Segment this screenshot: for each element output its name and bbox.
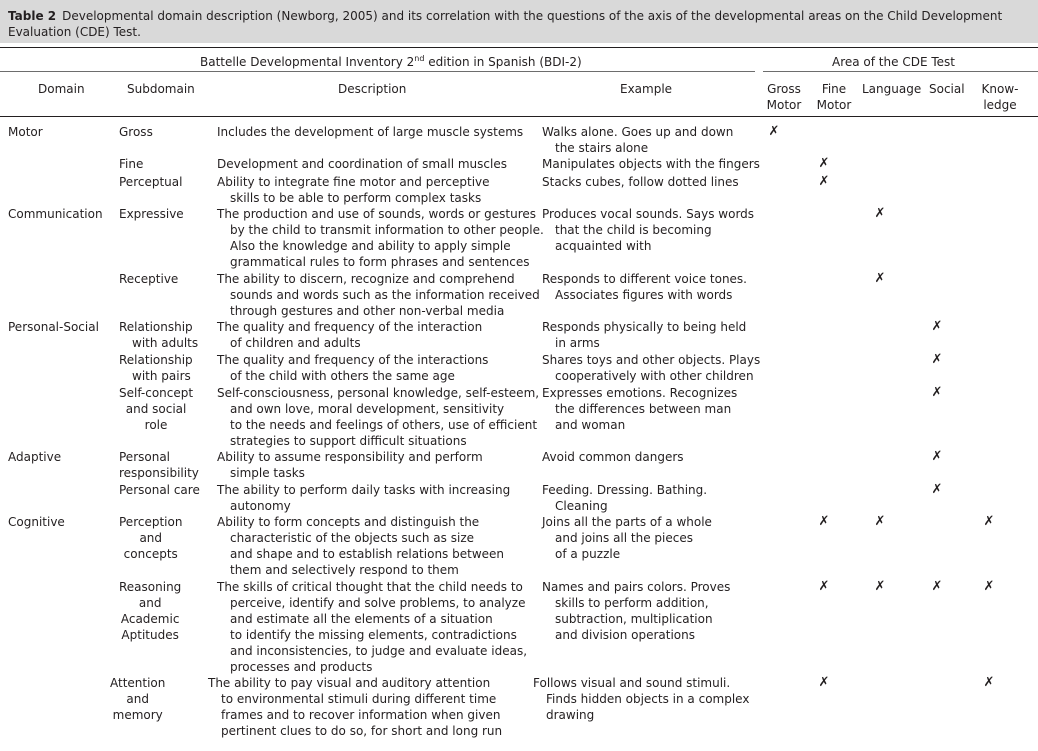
domain-cell: Personal-Social — [8, 320, 99, 334]
subdomain-line: role — [144, 418, 168, 432]
subdomain-line: with pairs — [132, 369, 191, 383]
subdomain-line: Personal — [119, 450, 171, 464]
subdomain-line: with adults — [132, 336, 199, 350]
example-line: Responds physically to being held — [542, 320, 747, 334]
description-line: to environmental stimuli during different time — [221, 692, 497, 706]
subdomain-cell — [119, 206, 184, 222]
example-line: Expresses emotions. Recognizes — [542, 386, 738, 400]
example-line: skills to perform addition, — [555, 596, 709, 610]
example-cell — [542, 271, 747, 303]
description-line: of children and adults — [230, 336, 361, 350]
description-line: characteristic of the objects such as size — [230, 531, 474, 545]
description-line: Development and coordination of small muscles — [217, 157, 507, 171]
col-header-language: Language — [862, 82, 922, 96]
bdi-group-header: Battelle Developmental Inventory 2nd edition in Spanish (BDI-2) — [200, 54, 582, 69]
example-cell — [542, 124, 733, 156]
col-header-social: Social — [929, 82, 965, 96]
description-line: skills to be able to perform complex tasks — [230, 191, 482, 205]
description-cell — [217, 449, 483, 481]
check-mark-fine-motor: ✗ — [818, 579, 830, 594]
subdomain-cell — [110, 675, 165, 723]
description-line: them and selectively respond to them — [230, 563, 459, 577]
description-line: to identify the missing elements, contradictions — [230, 628, 517, 642]
check-mark-fine-motor: ✗ — [818, 675, 830, 690]
description-cell — [217, 482, 510, 514]
example-cell — [542, 579, 730, 643]
subdomain-cell — [119, 352, 193, 384]
subdomain-line: Perceptual — [119, 175, 183, 189]
check-mark-fine-motor: ✗ — [818, 156, 830, 171]
example-line: cooperatively with other children — [555, 369, 754, 383]
check-mark-gross-motor: ✗ — [768, 124, 780, 139]
description-line: through gestures and other non-verbal media — [230, 304, 505, 318]
example-line: Avoid common dangers — [542, 450, 684, 464]
subdomain-line: Relationship — [119, 353, 193, 367]
subdomain-cell — [119, 449, 199, 481]
description-line: and inconsistencies, to judge and evaluate ideas, — [230, 644, 528, 658]
subdomain-line: Expressive — [119, 207, 184, 221]
check-mark-social: ✗ — [931, 482, 943, 497]
description-line: Ability to assume responsibility and perform — [217, 450, 483, 464]
subdomain-line: Perception — [119, 515, 183, 529]
description-line: Ability to form concepts and distinguish the — [217, 515, 480, 529]
description-line: autonomy — [230, 499, 291, 513]
subdomain-line: Attention — [110, 676, 166, 690]
subdomain-line: concepts — [123, 547, 178, 561]
check-mark-social: ✗ — [931, 319, 943, 334]
check-mark-language: ✗ — [874, 206, 886, 221]
subdomain-line: Reasoning — [119, 580, 182, 594]
example-cell — [542, 385, 737, 433]
example-line: Shares toys and other objects. Plays — [542, 353, 761, 367]
description-line: sounds and words such as the information received — [230, 288, 540, 302]
subdomain-line: Academic — [120, 612, 180, 626]
table-label: Table 2 — [8, 9, 57, 23]
example-line: in arms — [555, 336, 600, 350]
example-cell — [542, 482, 707, 514]
cde-group-header: Area of the CDE Test — [832, 55, 955, 69]
example-line: Manipulates objects with the fingers — [542, 157, 760, 171]
example-line: that the child is becoming — [555, 223, 712, 237]
description-cell — [208, 675, 502, 739]
subdomain-line: and — [138, 596, 162, 610]
description-line: The quality and frequency of the interactions — [217, 353, 489, 367]
description-line: simple tasks — [230, 466, 305, 480]
subdomain-line: and — [126, 692, 149, 706]
description-cell — [217, 579, 527, 675]
example-cell — [542, 174, 739, 190]
example-line: Associates figures with words — [555, 288, 733, 302]
check-mark-fine-motor: ✗ — [818, 174, 830, 189]
subdomain-cell — [119, 385, 193, 433]
check-mark-language: ✗ — [874, 579, 886, 594]
example-cell — [542, 156, 760, 172]
subdomain-line: responsibility — [119, 466, 199, 480]
domain-cell: Motor — [8, 125, 43, 139]
group-header-underline-bdi — [0, 71, 755, 72]
example-line: Stacks cubes, follow dotted lines — [542, 175, 739, 189]
description-line: The quality and frequency of the interaction — [217, 320, 483, 334]
description-line: perceive, identify and solve problems, to analyze — [230, 596, 526, 610]
description-line: by the child to transmit information to other people. — [230, 223, 544, 237]
table-caption — [0, 0, 1038, 43]
description-cell — [217, 319, 482, 351]
subdomain-cell — [119, 319, 198, 351]
group-header-underline-cde — [763, 71, 1038, 72]
example-cell — [542, 449, 684, 465]
subdomain-line: Aptitudes — [121, 628, 179, 642]
col-header-knowledge: Know- ledge — [981, 82, 1019, 112]
check-mark-social: ✗ — [931, 579, 943, 594]
description-line: The production and use of sounds, words or gestures — [217, 207, 537, 221]
subdomain-cell — [119, 579, 181, 643]
subdomain-line: and social — [125, 402, 187, 416]
subdomain-cell — [119, 482, 200, 498]
col-header-example: Example — [620, 82, 673, 96]
example-line: Joins all the parts of a whole — [542, 515, 712, 529]
example-line: acquainted with — [555, 239, 652, 253]
subdomain-line: Personal care — [119, 483, 200, 497]
check-mark-social: ✗ — [931, 352, 943, 367]
col-header-gross-motor: Gross Motor — [766, 82, 802, 112]
description-line: The ability to pay visual and auditory attention — [208, 676, 491, 690]
description-cell — [217, 156, 507, 172]
example-cell — [542, 352, 760, 384]
description-line: strategies to support difficult situations — [230, 434, 467, 448]
caption-line-2: Evaluation (CDE) Test. — [8, 25, 141, 39]
domain-cell: Communication — [8, 207, 103, 221]
example-line: drawing — [546, 708, 595, 722]
header-bottom-rule — [0, 116, 1038, 117]
col-header-subdomain: Subdomain — [127, 82, 195, 96]
col-header-description: Description — [338, 82, 407, 96]
subdomain-line: Fine — [119, 157, 144, 171]
example-line: the stairs alone — [555, 141, 649, 155]
subdomain-cell — [119, 124, 153, 140]
example-line: Finds hidden objects in a complex — [546, 692, 750, 706]
description-line: frames and to recover information when given — [221, 708, 501, 722]
description-line: and estimate all the elements of a situation — [230, 612, 493, 626]
description-line: and shape and to establish relations between — [230, 547, 505, 561]
subdomain-line: Gross — [119, 125, 153, 139]
subdomain-cell — [119, 174, 182, 190]
example-line: Feeding. Dressing. Bathing. — [542, 483, 708, 497]
check-mark-knowledge: ✗ — [983, 579, 995, 594]
description-line: Also the knowledge and ability to apply simple — [230, 239, 511, 253]
check-mark-fine-motor: ✗ — [818, 514, 830, 529]
description-cell — [217, 174, 490, 206]
check-mark-language: ✗ — [874, 514, 886, 529]
example-line: Follows visual and sound stimuli. — [533, 676, 731, 690]
description-cell — [217, 271, 540, 319]
example-line: of a puzzle — [555, 547, 621, 561]
description-line: grammatical rules to form phrases and sentences — [230, 255, 530, 269]
description-line: to the needs and feelings of others, use of efficient — [230, 418, 538, 432]
example-line: Walks alone. Goes up and down — [542, 125, 734, 139]
example-cell — [533, 675, 749, 723]
example-line: Produces vocal sounds. Says words — [542, 207, 755, 221]
description-cell — [217, 124, 523, 140]
example-line: the differences between man — [555, 402, 732, 416]
description-line: Includes the development of large muscle systems — [217, 125, 524, 139]
example-cell — [542, 206, 754, 254]
example-cell — [542, 514, 712, 562]
description-cell — [217, 514, 504, 578]
example-line: subtraction, multiplication — [555, 612, 713, 626]
check-mark-knowledge: ✗ — [983, 514, 995, 529]
check-mark-language: ✗ — [874, 271, 886, 286]
example-line: and division operations — [555, 628, 695, 642]
description-line: and own love, moral development, sensitivity — [230, 402, 505, 416]
subdomain-line: and — [139, 531, 163, 545]
description-cell — [217, 206, 544, 270]
description-line: pertinent clues to do so, for short and long run — [221, 724, 503, 738]
description-line: Self-consciousness, personal knowledge, self-esteem, — [217, 386, 540, 400]
check-mark-knowledge: ✗ — [983, 675, 995, 690]
check-mark-social: ✗ — [931, 385, 943, 400]
subdomain-line: memory — [112, 708, 163, 722]
example-line: and joins all the pieces — [555, 531, 693, 545]
example-line: Names and pairs colors. Proves — [542, 580, 731, 594]
col-header-domain: Domain — [38, 82, 85, 96]
example-line: Cleaning — [555, 499, 608, 513]
subdomain-line: Self-concept — [119, 386, 194, 400]
description-cell — [217, 352, 488, 384]
example-cell — [542, 319, 746, 351]
description-line: The ability to perform daily tasks with increasing — [217, 483, 511, 497]
domain-cell: Adaptive — [8, 450, 62, 464]
domain-cell: Cognitive — [8, 515, 65, 529]
subdomain-cell — [119, 514, 182, 562]
subdomain-line: Relationship — [119, 320, 193, 334]
subdomain-line: Receptive — [119, 272, 179, 286]
description-line: Ability to integrate fine motor and perceptive — [217, 175, 490, 189]
example-line: Responds to different voice tones. — [542, 272, 747, 286]
subdomain-cell — [119, 271, 178, 287]
subdomain-cell — [119, 156, 143, 172]
description-line: processes and products — [230, 660, 373, 674]
description-cell — [217, 385, 539, 449]
description-line: The skills of critical thought that the child needs to — [217, 580, 523, 594]
col-header-fine-motor: Fine Motor — [816, 82, 852, 112]
caption-line-1: Developmental domain description (Newborg, 2005) and its correlation with the questions of the axis of the developmental areas on the Child Development — [62, 9, 1003, 23]
top-rule — [0, 47, 1038, 48]
check-mark-social: ✗ — [931, 449, 943, 464]
example-line: and woman — [555, 418, 626, 432]
description-line: The ability to discern, recognize and comprehend — [217, 272, 515, 286]
description-line: of the child with others the same age — [230, 369, 455, 383]
